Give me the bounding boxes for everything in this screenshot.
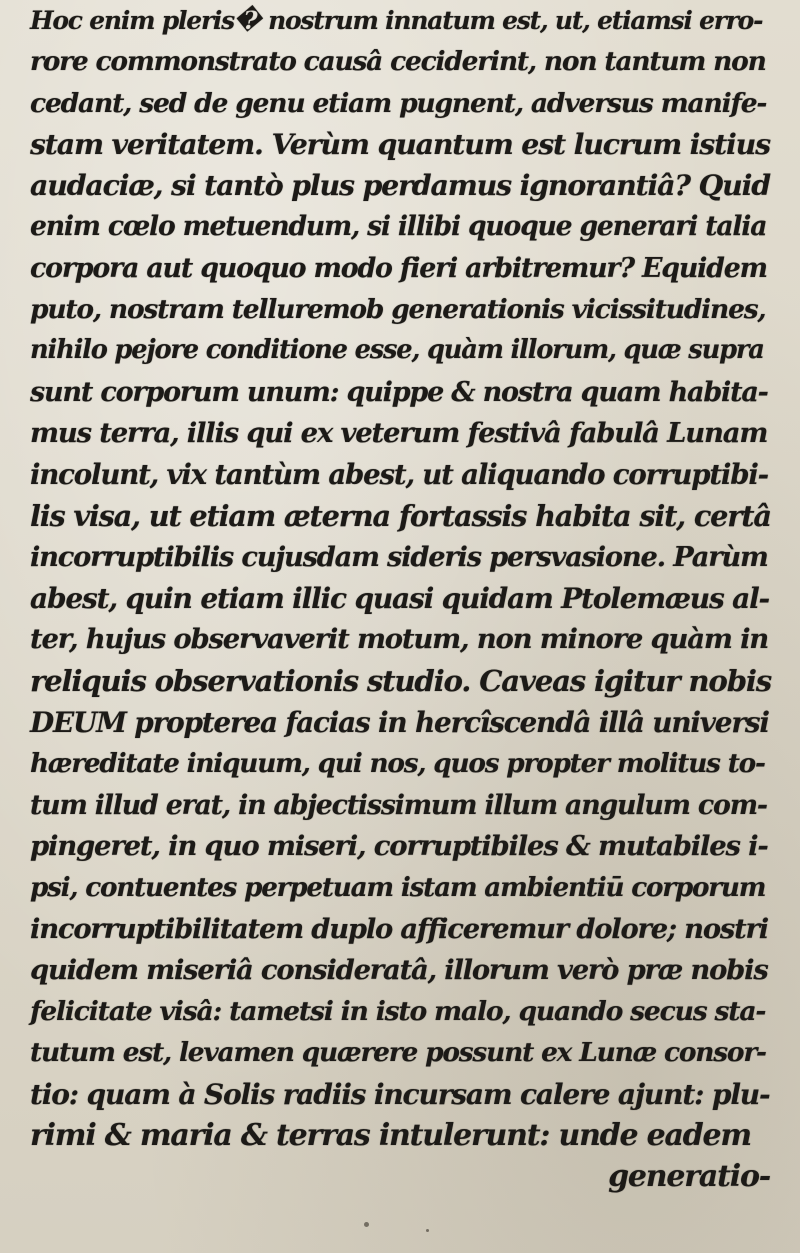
text-line: incolunt, vix tantùm abest, ut aliquando corruptibi-	[30, 458, 768, 492]
text-line: ter, hujus observaverit motum, non minore quàm in	[30, 623, 769, 656]
text-line: lis visa, ut etiam æterna fortassis habita sit, certâ	[30, 498, 771, 533]
text-line: incorruptibilis cujusdam sideris persvasione. Parùm	[30, 540, 768, 573]
ink-spot	[426, 1229, 429, 1232]
text-line: rimi & maria & terras intulerunt: unde eadem	[30, 1118, 751, 1154]
text-line: tio: quam à Solis radiis incursam calere ajunt: plu-	[30, 1077, 770, 1111]
text-line: cedant, sed de genu etiam pugnent, adversus manife-	[30, 87, 767, 119]
text-line: puto, nostram telluremob generationis vicissitudines,	[30, 294, 766, 326]
text-line: felicitate visâ: tametsi in isto malo, quando secus sta-	[30, 996, 766, 1028]
text-line: audaciæ, si tantò plus perdamus ignorantiâ? Quid	[30, 168, 770, 203]
text-line: tum illud erat, in abjectissimum illum angulum com-	[30, 789, 767, 821]
text-line: quidem miseriâ consideratâ, illorum verò præ nobis	[30, 953, 768, 986]
text-line: DEUM propterea facias in hercîscendâ illâ universi	[30, 706, 769, 740]
text-line: Hoc enim pleris� nostrum innatum est, ut, etiamsi erro-	[30, 6, 763, 35]
latin-text-block	[30, 0, 800, 1198]
catchword: generatio-	[608, 1159, 770, 1195]
text-line: rore commonstrato causâ ceciderint, non tantum non	[30, 46, 766, 78]
text-line: enim cœlo metuendum, si illibi quoque generari talia	[30, 211, 767, 243]
text-line: reliquis observationis studio. Caveas igitur nobis	[30, 663, 772, 698]
text-line: incorruptibilitatem duplo afficeremur dolore; nostri	[30, 912, 768, 945]
text-line: stam veritatem. Verùm quantum est lucrum istius	[30, 126, 770, 161]
text-line: psi, contuentes perpetuam istam ambientiū corporum	[30, 872, 766, 904]
text-line: nihilo pejore conditione esse, quàm illorum, quæ supra	[30, 335, 764, 366]
text-line: mus terra, illis qui ex veterum festivâ fabulâ Lunam	[30, 416, 768, 449]
text-line: abest, quin etiam illic quasi quidam Ptolemæus al-	[30, 582, 769, 616]
ink-spot	[364, 1222, 369, 1227]
text-line: corpora aut quoquo modo fieri arbitremur? Equidem	[30, 252, 767, 284]
text-line: hæreditate iniquum, qui nos, quos propter molitus to-	[30, 748, 765, 780]
text-line: tutum est, levamen quærere possunt ex Lunæ consor-	[30, 1037, 766, 1069]
text-line: sunt corporum unum: quippe & nostra quam habita-	[30, 376, 768, 408]
text-line: pingeret, in quo miseri, corruptibiles & mutabiles i-	[30, 829, 768, 862]
